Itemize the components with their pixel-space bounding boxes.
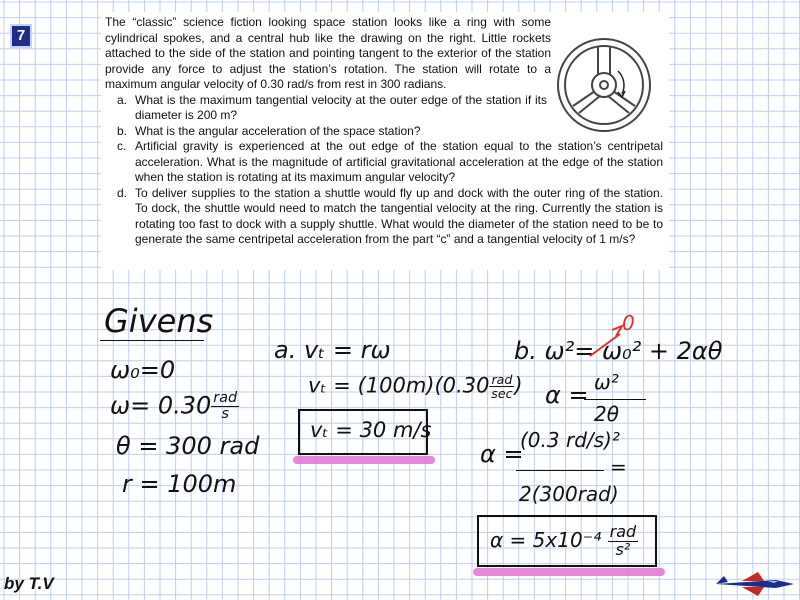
part-b-alpha-bar (584, 399, 646, 400)
part-b-answer-highlight (473, 568, 665, 576)
part-b-sub-lhs: α = (480, 440, 524, 468)
part-a-substitution: vₜ = (100m)(0.30 $\frac{\text{rad}}{\sec}$ ) (308, 372, 523, 402)
author-credit: by T.V (4, 574, 54, 593)
given-initial-angular-velocity: ω₀=0 (110, 356, 176, 384)
given-angular-velocity: ω= 0.30 $\frac{\text{rad}}{s}$ (110, 390, 238, 423)
part-b-alpha-num: ω² (594, 370, 619, 394)
part-a-formula: a. vₜ = rω (274, 336, 391, 364)
part-b-sub-num: (0.3 rd/s)² (520, 428, 620, 452)
part-b-alpha-lhs: α = (545, 381, 589, 409)
part-b-alpha-den: 2θ (594, 402, 619, 426)
question-a (117, 92, 547, 124)
part-b-formula: b. ω²= ω₀² + 2αθ (514, 337, 723, 365)
problem-intro: The “classic” science fiction looking space station looks like a ring with some cylindrical spokes, and a central hub like the drawing on the right. Little rockets attached to the side of the station and pointing tangent to the exterior of the station provide any force to adjust the station’s rotation. The station will rotate to a maximum angular velocity of 0.30 rad/s from rest in 300 radians. (105, 15, 551, 91)
part-a-answer: vₜ = 30 m/s (310, 418, 432, 442)
part-b-sub-bar (516, 470, 604, 471)
question-text: What is the maximum tangential velocity at the outer edge of the station if its diameter is 200 m? (135, 92, 547, 122)
question-text: Artificial gravity is experienced at the out edge of the station equal to the station’s centripetal acceleration. What is the magnitude of artificial gravitational acceleration at the edge of the station when the station is rotating at its maximum angular velocity? (135, 139, 663, 184)
part-b-answer: α = 5x10⁻⁴ $\frac{\text{rad}}{\text{s²}}$ (490, 522, 637, 559)
question-d (117, 185, 663, 248)
problem-number-badge: 7 (10, 24, 32, 48)
part-b-sub-den: 2(300rad) (519, 482, 619, 506)
givens-title: Givens (104, 302, 214, 340)
question-marker: d. (117, 185, 128, 200)
question-text: What is the angular acceleration of the space station? (135, 123, 421, 138)
question-marker: a. (117, 92, 128, 107)
question-text: To deliver supplies to the station a shuttle would fly up and dock with the outer ring of the station. To dock, the shuttle would need to match the tangential velocity at the ring. Currently the station is rotating too fast to dock with a supply shuttle. What would the diameter of the station need to be to generate the same centripetal acceleration from the part “c” and a tangential velocity of 1 m/s? (135, 185, 663, 246)
question-c (117, 139, 663, 186)
jet-logo (712, 570, 798, 598)
given-radius: r = 100m (122, 470, 237, 498)
part-a-answer-highlight (293, 456, 435, 464)
question-marker: b. (117, 123, 128, 138)
part-b-zero-note: 0 (622, 311, 635, 335)
space-station-drawing (555, 36, 653, 134)
question-marker: c. (117, 139, 127, 153)
givens-underline (100, 340, 204, 341)
part-b-sub-eq: = (610, 455, 627, 479)
given-angular-displacement: θ = 300 rad (116, 432, 260, 460)
